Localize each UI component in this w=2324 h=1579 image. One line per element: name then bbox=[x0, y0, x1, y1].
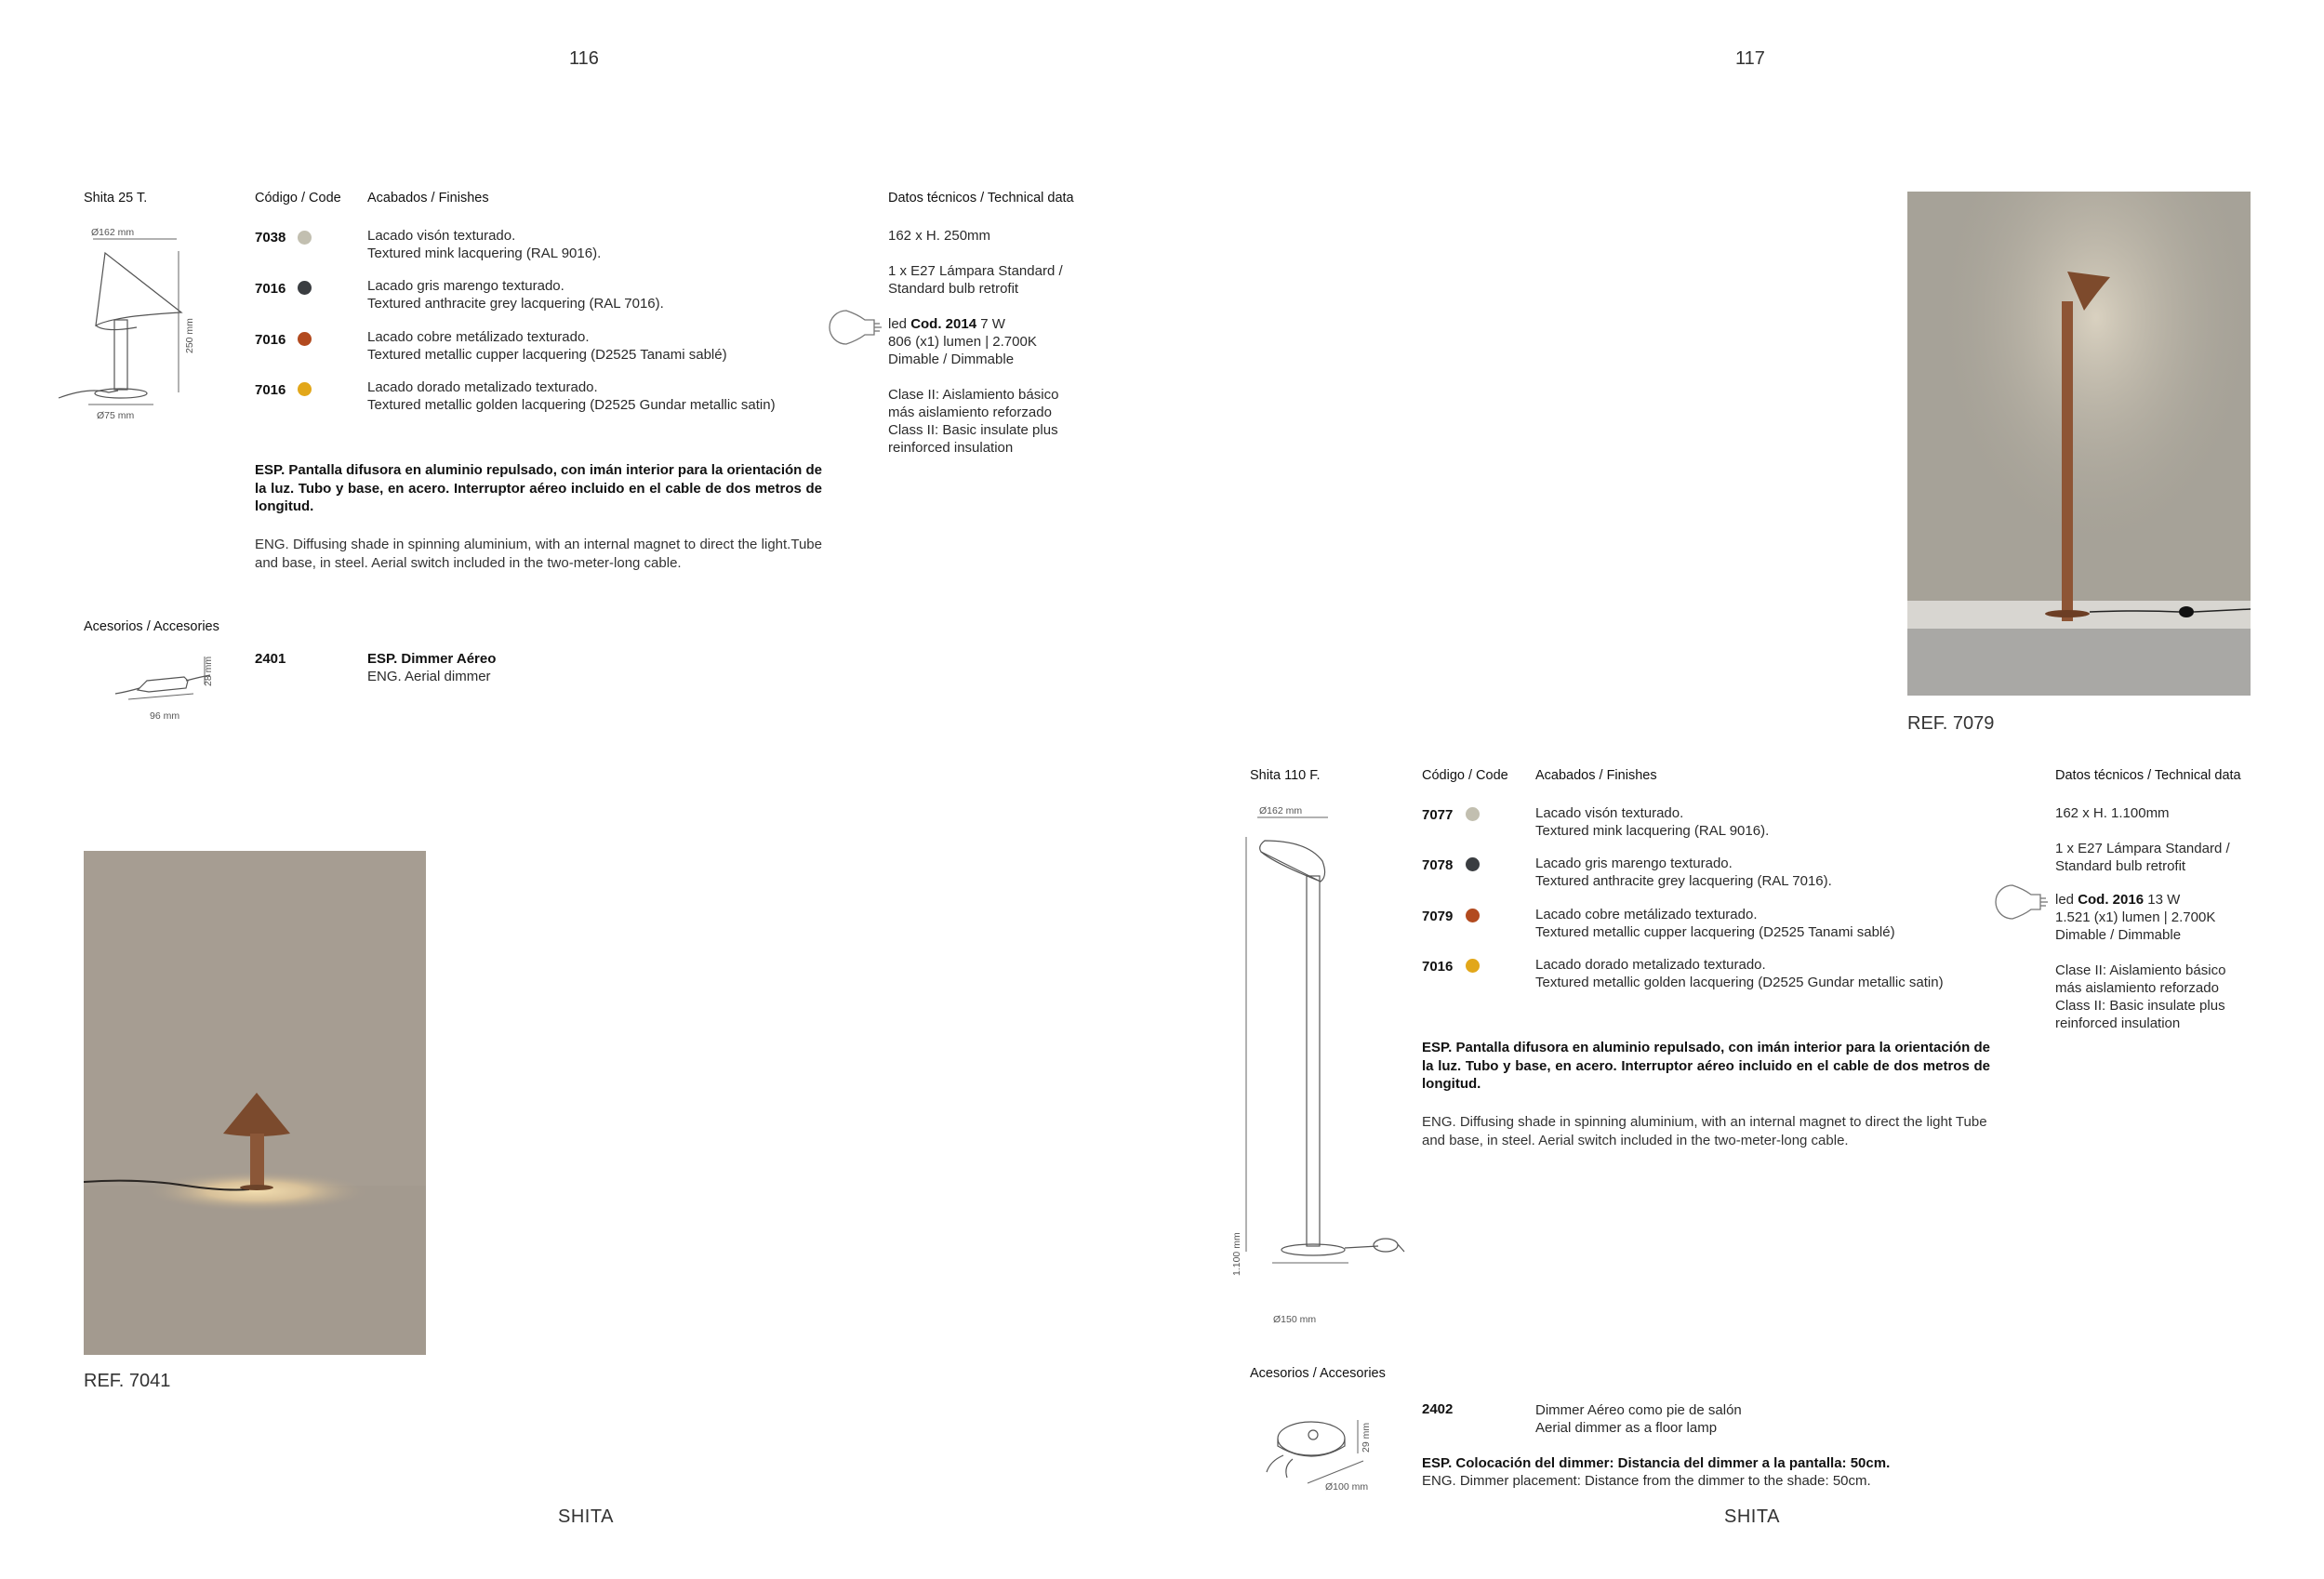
code-header: Código / Code bbox=[255, 191, 341, 206]
tech-led bbox=[2055, 891, 2215, 944]
accessory-es: ESP. Dimmer Aéreo bbox=[367, 651, 497, 667]
finishes-header: Acabados / Finishes bbox=[1535, 768, 1657, 783]
description-en: ENG. Diffusing shade in spinning aluminium, with an internal magnet to direct the light.Tube and base, in steel. Aerial switch included in the two-meter-long cable. bbox=[255, 537, 822, 571]
led-prefix: led bbox=[2055, 892, 2078, 908]
product-photo bbox=[1907, 192, 2251, 696]
finish-es: Lacado gris marengo texturado. bbox=[1535, 856, 1733, 871]
finish-code: 7038 bbox=[255, 230, 286, 245]
finish-description bbox=[367, 277, 664, 312]
model-name: Shita 110 F. bbox=[1250, 768, 1321, 783]
tech-header: Datos técnicos / Technical data bbox=[2055, 768, 2241, 783]
dimmer-height-label: 28 mm bbox=[203, 656, 214, 686]
height-label: 250 mm bbox=[184, 318, 195, 353]
tech-header: Datos técnicos / Technical data bbox=[888, 191, 1074, 206]
dimmer-diameter-label: Ø100 mm bbox=[1325, 1481, 1369, 1493]
finish-code: 7016 bbox=[1422, 959, 1454, 975]
accessory-description bbox=[1535, 1401, 1742, 1437]
finish-description bbox=[367, 378, 776, 414]
accessory-code: 2401 bbox=[255, 651, 286, 667]
finish-swatch bbox=[298, 382, 312, 396]
led-code: Cod. 2014 bbox=[910, 316, 977, 332]
dimmer-drawing bbox=[112, 651, 214, 711]
tech-bulb bbox=[2055, 840, 2230, 875]
bulb-icon bbox=[826, 307, 885, 352]
dimmer-height-label: 29 mm bbox=[1361, 1422, 1372, 1453]
right-footer: SHITA bbox=[1724, 1506, 1780, 1527]
accessory-es: Dimmer Aéreo como pie de salón bbox=[1535, 1402, 1742, 1418]
model-name: Shita 25 T. bbox=[84, 191, 148, 206]
height-label: 1.100 mm bbox=[1231, 1232, 1242, 1276]
finish-description bbox=[1535, 804, 1769, 840]
tech-bulb bbox=[888, 262, 1063, 298]
finish-code: 7079 bbox=[1422, 909, 1454, 924]
base-diameter-label: Ø75 mm bbox=[97, 410, 135, 421]
description-es: ESP. Pantalla difusora en aluminio repulsado, con imán interior para la orientación de la luz. Tubo y base, en acero. Interruptor aéreo incluido en el cable de dos metros de longitud. bbox=[1422, 1040, 1990, 1092]
accessories-title: Acesorios / Accesories bbox=[1250, 1366, 1386, 1381]
finish-description bbox=[1535, 906, 1895, 941]
tech-class-line: más aislamiento reforzado bbox=[2055, 980, 2219, 996]
finish-es: Lacado cobre metálizado texturado. bbox=[367, 329, 590, 345]
tech-dimensions: 162 x H. 1.100mm bbox=[2055, 805, 2170, 821]
tech-class-line: reinforced insulation bbox=[888, 440, 1014, 456]
photo-reference: REF. 7041 bbox=[84, 1371, 171, 1391]
finish-description bbox=[367, 328, 727, 364]
tech-bulb-line: Standard bulb retrofit bbox=[888, 281, 1019, 297]
led-code: Cod. 2016 bbox=[2078, 892, 2145, 908]
product-photo bbox=[84, 851, 426, 1355]
tech-lumen: 806 (x1) lumen | 2.700K bbox=[888, 334, 1037, 350]
finish-en: Textured metallic golden lacquering (D2525 Gundar metallic satin) bbox=[1535, 975, 1944, 990]
placement-en: ENG. Dimmer placement: Distance from the dimmer to the shade: 50cm. bbox=[1422, 1473, 1871, 1489]
shade-diameter-label: Ø162 mm bbox=[1259, 805, 1303, 816]
finish-code: 7016 bbox=[255, 281, 286, 297]
accessory-en: Aerial dimmer as a floor lamp bbox=[1535, 1420, 1718, 1436]
accessories-title: Acesorios / Accesories bbox=[84, 619, 219, 634]
accessory-description bbox=[367, 650, 496, 685]
finish-en: Textured metallic cupper lacquering (D2525 Tanami sablé) bbox=[367, 347, 727, 363]
tech-bulb-line: 1 x E27 Lámpara Standard / bbox=[888, 263, 1063, 279]
code-header: Código / Code bbox=[1422, 768, 1508, 783]
tech-dimmable: Dimable / Dimmable bbox=[888, 352, 1015, 367]
led-power: 7 W bbox=[976, 316, 1005, 332]
tech-class-line: Class II: Basic insulate plus bbox=[888, 422, 1058, 438]
finishes-header: Acabados / Finishes bbox=[367, 191, 489, 206]
finish-description bbox=[1535, 956, 1944, 991]
led-power: 13 W bbox=[2144, 892, 2181, 908]
tech-class-line: Clase II: Aislamiento básico bbox=[888, 387, 1059, 403]
dimmer-width-label: 96 mm bbox=[150, 710, 180, 722]
finish-es: Lacado gris marengo texturado. bbox=[367, 278, 564, 294]
tech-bulb-line: Standard bulb retrofit bbox=[2055, 858, 2186, 874]
finish-swatch bbox=[1466, 909, 1480, 922]
bulb-icon bbox=[1992, 882, 2052, 927]
finish-swatch bbox=[298, 332, 312, 346]
left-page-number: 116 bbox=[569, 48, 599, 69]
finish-en: Textured anthracite grey lacquering (RAL 7016). bbox=[1535, 873, 1832, 889]
finish-en: Textured anthracite grey lacquering (RAL 7016). bbox=[367, 296, 664, 312]
shade-diameter-label: Ø162 mm bbox=[91, 227, 135, 238]
finish-en: Textured mink lacquering (RAL 9016). bbox=[367, 245, 602, 261]
placement-es: ESP. Colocación del dimmer: Distancia del dimmer a la pantalla: 50cm. bbox=[1422, 1455, 1891, 1471]
finish-description bbox=[367, 227, 601, 262]
tech-dimensions: 162 x H. 250mm bbox=[888, 228, 991, 244]
tech-class-line: más aislamiento reforzado bbox=[888, 405, 1052, 420]
finish-swatch bbox=[298, 231, 312, 245]
finish-en: Textured mink lacquering (RAL 9016). bbox=[1535, 823, 1770, 839]
finish-swatch bbox=[1466, 857, 1480, 871]
accessory-en: ENG. Aerial dimmer bbox=[367, 669, 491, 684]
left-footer: SHITA bbox=[558, 1506, 614, 1527]
finish-code: 7078 bbox=[1422, 857, 1454, 873]
finish-es: Lacado cobre metálizado texturado. bbox=[1535, 907, 1758, 922]
tech-class-line: Clase II: Aislamiento básico bbox=[2055, 962, 2226, 978]
finish-en: Textured metallic cupper lacquering (D2525 Tanami sablé) bbox=[1535, 924, 1895, 940]
tech-lumen: 1.521 (x1) lumen | 2.700K bbox=[2055, 909, 2216, 925]
finish-code: 7077 bbox=[1422, 807, 1454, 823]
finish-code: 7016 bbox=[255, 382, 286, 398]
finish-description bbox=[1535, 855, 1832, 890]
tech-bulb-line: 1 x E27 Lámpara Standard / bbox=[2055, 841, 2230, 856]
dimmer-placement bbox=[1422, 1454, 1890, 1490]
finish-es: Lacado visón texturado. bbox=[367, 228, 516, 244]
description-en: ENG. Diffusing shade in spinning aluminium, with an internal magnet to direct the light Tube and base, in steel. Aerial switch included in the two-meter-long cable. bbox=[1422, 1114, 1987, 1148]
tech-class bbox=[2055, 962, 2225, 1032]
accessory-code: 2402 bbox=[1422, 1401, 1454, 1417]
tech-dimmable: Dimable / Dimmable bbox=[2055, 927, 2182, 943]
finish-en: Textured metallic golden lacquering (D2525 Gundar metallic satin) bbox=[367, 397, 776, 413]
finish-swatch bbox=[1466, 959, 1480, 973]
photo-reference: REF. 7079 bbox=[1907, 713, 1995, 734]
base-diameter-label: Ø150 mm bbox=[1273, 1314, 1317, 1325]
right-page-number: 117 bbox=[1735, 48, 1765, 69]
finish-code: 7016 bbox=[255, 332, 286, 348]
led-prefix: led bbox=[888, 316, 911, 332]
tech-led bbox=[888, 315, 1037, 368]
finish-es: Lacado dorado metalizado texturado. bbox=[1535, 957, 1766, 973]
tech-class bbox=[888, 386, 1058, 457]
finish-swatch bbox=[298, 281, 312, 295]
tech-class-line: Class II: Basic insulate plus bbox=[2055, 998, 2225, 1014]
finish-es: Lacado visón texturado. bbox=[1535, 805, 1684, 821]
floor-lamp-drawing bbox=[1218, 802, 1414, 1322]
finish-swatch bbox=[1466, 807, 1480, 821]
tech-class-line: reinforced insulation bbox=[2055, 1015, 2181, 1031]
description-es: ESP. Pantalla difusora en aluminio repulsado, con imán interior para la orientación de la luz. Tubo y base, en acero. Interruptor aéreo incluido en el cable de dos metros de longitud. bbox=[255, 462, 822, 514]
finish-es: Lacado dorado metalizado texturado. bbox=[367, 379, 598, 395]
